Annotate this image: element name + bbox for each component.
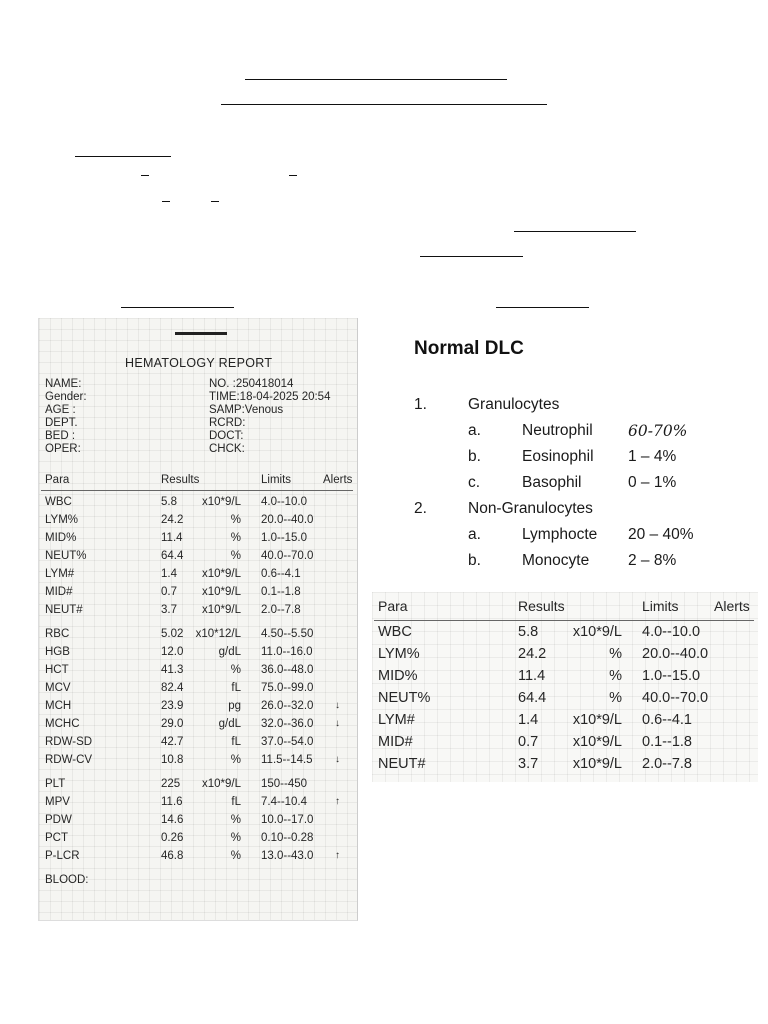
reference-limits: 1.0--15.0 xyxy=(261,532,308,544)
result-value: 64.4 xyxy=(518,690,547,706)
col-header-limits: Limits xyxy=(261,474,292,486)
param-name: LYM% xyxy=(45,514,79,526)
reference-limits: 1.0--15.0 xyxy=(642,668,701,684)
table-row xyxy=(39,718,357,736)
unit: fL xyxy=(231,796,241,808)
table-row xyxy=(39,778,357,796)
reference-limits: 20.0--40.0 xyxy=(261,514,314,526)
normal-dlc-panel xyxy=(398,318,758,569)
unit: fL xyxy=(231,682,241,694)
dlc-item-range: 2 – 8% xyxy=(628,552,677,569)
info-time xyxy=(209,391,330,403)
unit: % xyxy=(609,690,622,706)
unit: pg xyxy=(228,700,241,712)
table-row xyxy=(39,628,357,646)
hematology-report-scan xyxy=(38,318,358,921)
table-row xyxy=(39,586,357,604)
reference-limits: 40.0--70.0 xyxy=(642,690,709,706)
result-value: 12.0 xyxy=(161,646,184,658)
dlc-group-2-name: Non-Granulocytes xyxy=(468,500,593,517)
dlc-item-name: Neutrophil xyxy=(522,422,593,439)
unit: fL xyxy=(231,736,241,748)
param-name: MID% xyxy=(45,532,77,544)
alert-flag: ↓ xyxy=(335,700,340,711)
caption-rule-right xyxy=(496,307,589,308)
unit: x10*9/L xyxy=(201,586,241,598)
unit: % xyxy=(230,664,241,676)
alert-flag: ↓ xyxy=(335,718,340,729)
field-rule-3 xyxy=(420,256,523,257)
reference-limits: 20.0--40.0 xyxy=(642,646,709,662)
dlc-item-range: 20 – 40% xyxy=(628,526,694,543)
table-row xyxy=(39,850,357,868)
reference-limits: 2.0--7.8 xyxy=(261,604,301,616)
param-name: PLT xyxy=(45,778,66,790)
result-value: 41.3 xyxy=(161,664,184,676)
info-samp-value: Venous xyxy=(244,404,284,416)
result-value: 24.2 xyxy=(518,646,547,662)
result-value: 64.4 xyxy=(161,550,184,562)
reference-limits: 0.1--1.8 xyxy=(261,586,301,598)
table-row xyxy=(39,550,357,568)
result-value: 5.02 xyxy=(161,628,184,640)
col-header-para: Para xyxy=(45,474,70,486)
unit: % xyxy=(230,532,241,544)
param-name: NEUT% xyxy=(378,690,431,706)
result-value: 14.6 xyxy=(161,814,184,826)
table-row xyxy=(39,682,357,700)
result-value: 11.4 xyxy=(518,668,546,684)
info-time-value: 18-04-2025 20:54 xyxy=(239,391,331,403)
info-no-value: 250418014 xyxy=(235,378,294,390)
dlc-item-name: Lymphocte xyxy=(522,526,598,543)
reference-limits: 150--450 xyxy=(261,778,308,790)
alert-flag: ↑ xyxy=(335,796,340,807)
unit: x10*9/L xyxy=(201,568,241,580)
param-name: RDW-SD xyxy=(45,736,93,748)
unit: x10*9/L xyxy=(572,624,622,640)
dlc-item-name: Basophil xyxy=(522,474,582,491)
result-value: 3.7 xyxy=(161,604,177,616)
alert-flag: ↑ xyxy=(335,850,340,861)
info-no-label: NO. : xyxy=(209,378,236,390)
result-value: 11.6 xyxy=(161,796,183,808)
info-no xyxy=(209,378,293,390)
zoom-header-para: Para xyxy=(378,598,408,614)
info-label-chck: CHCK: xyxy=(209,443,245,455)
result-value: 0.26 xyxy=(161,832,184,844)
param-name: WBC xyxy=(378,624,412,640)
unit: % xyxy=(230,814,241,826)
info-samp-label: SAMP: xyxy=(209,404,245,416)
reference-limits: 7.4--10.4 xyxy=(261,796,308,808)
unit: % xyxy=(609,646,622,662)
result-value: 82.4 xyxy=(161,682,184,694)
zoom-header-limits: Limits xyxy=(642,598,679,614)
dlc-item-range: 0 – 1% xyxy=(628,474,677,491)
zoomed-results-table xyxy=(372,592,758,782)
table-row xyxy=(39,604,357,622)
result-value: 42.7 xyxy=(161,736,184,748)
dlc-title: Normal DLC xyxy=(414,338,524,359)
unit: % xyxy=(230,832,241,844)
unit: x10*9/L xyxy=(201,496,241,508)
reference-limits: 13.0--43.0 xyxy=(261,850,314,862)
result-value: 1.4 xyxy=(518,712,539,728)
reference-limits: 32.0--36.0 xyxy=(261,718,314,730)
param-name: PCT xyxy=(45,832,68,844)
info-label-age: AGE : xyxy=(45,404,76,416)
table-row xyxy=(39,664,357,682)
zoom-header-divider xyxy=(374,620,754,621)
unit: % xyxy=(230,850,241,862)
reference-limits: 0.1--1.8 xyxy=(642,734,692,750)
unit: x10*9/L xyxy=(572,712,622,728)
info-label-bed: BED : xyxy=(45,430,76,442)
field-tick-2 xyxy=(289,175,297,176)
table-row xyxy=(39,532,357,550)
table-row xyxy=(372,734,758,756)
reference-limits: 4.0--10.0 xyxy=(261,496,308,508)
result-value: 3.7 xyxy=(518,756,539,772)
param-name: HCT xyxy=(45,664,69,676)
alert-flag: ↓ xyxy=(335,754,340,765)
report-title: HEMATOLOGY REPORT xyxy=(125,356,273,370)
table-row xyxy=(39,646,357,664)
reference-limits: 0.6--4.1 xyxy=(261,568,301,580)
dlc-item-letter: a. xyxy=(468,422,481,439)
dlc-item-range-handwritten: 60-70% xyxy=(628,422,688,440)
table-row xyxy=(39,814,357,832)
dlc-item-name: Eosinophil xyxy=(522,448,594,465)
reference-limits: 11.0--16.0 xyxy=(261,646,313,658)
table-row xyxy=(372,756,758,778)
reference-limits: 26.0--32.0 xyxy=(261,700,314,712)
unit: g/dL xyxy=(218,718,241,730)
unit: x10*12/L xyxy=(195,628,241,640)
result-value: 46.8 xyxy=(161,850,184,862)
dlc-item-letter: b. xyxy=(468,552,481,569)
header-divider xyxy=(41,490,353,491)
field-tick-4 xyxy=(211,201,219,202)
result-value: 24.2 xyxy=(161,514,184,526)
reference-limits: 37.0--54.0 xyxy=(261,736,314,748)
unit: % xyxy=(230,754,241,766)
dlc-group-1-name: Granulocytes xyxy=(468,396,560,413)
result-value: 1.4 xyxy=(161,568,177,580)
reference-limits: 4.0--10.0 xyxy=(642,624,701,640)
unit: % xyxy=(230,514,241,526)
unit: x10*9/L xyxy=(572,756,622,772)
table-row xyxy=(372,646,758,668)
table-row xyxy=(39,514,357,532)
param-name: HGB xyxy=(45,646,70,658)
info-label-name: NAME: xyxy=(45,378,82,390)
reference-limits: 0.10--0.28 xyxy=(261,832,314,844)
param-name: LYM% xyxy=(378,646,420,662)
zoom-header-results: Results xyxy=(518,598,565,614)
reference-limits: 11.5--14.5 xyxy=(261,754,313,766)
report-logo-bar xyxy=(175,332,227,335)
col-header-alerts: Alerts xyxy=(323,474,353,486)
param-name: MCHC xyxy=(45,718,80,730)
info-label-dept: DEPT. xyxy=(45,417,78,429)
param-name: MID# xyxy=(378,734,413,750)
table-row xyxy=(39,496,357,514)
info-label-oper: OPER: xyxy=(45,443,81,455)
result-value: 0.7 xyxy=(161,586,177,598)
reference-limits: 75.0--99.0 xyxy=(261,682,314,694)
unit: % xyxy=(609,668,622,684)
table-row xyxy=(39,796,357,814)
table-row xyxy=(39,736,357,754)
param-name: MCH xyxy=(45,700,72,712)
table-row xyxy=(372,712,758,734)
header-rule-2 xyxy=(221,104,547,105)
reference-limits: 4.50--5.50 xyxy=(261,628,314,640)
result-value: 10.8 xyxy=(161,754,184,766)
footer-blood-label: BLOOD: xyxy=(45,874,89,886)
dlc-item-letter: c. xyxy=(468,474,481,491)
result-value: 0.7 xyxy=(518,734,539,750)
col-header-results: Results xyxy=(161,474,200,486)
param-name: MID# xyxy=(45,586,73,598)
unit: x10*9/L xyxy=(201,604,241,616)
reference-limits: 2.0--7.8 xyxy=(642,756,692,772)
param-name: MCV xyxy=(45,682,71,694)
result-value: 29.0 xyxy=(161,718,184,730)
dlc-item-name: Monocyte xyxy=(522,552,590,569)
info-label-doct: DOCT: xyxy=(209,430,244,442)
unit: % xyxy=(230,550,241,562)
field-tick-1 xyxy=(141,175,149,176)
param-name: NEUT% xyxy=(45,550,87,562)
param-name: MID% xyxy=(378,668,418,684)
param-name: NEUT# xyxy=(378,756,426,772)
field-rule-2 xyxy=(514,231,636,232)
table-row xyxy=(39,700,357,718)
table-row xyxy=(39,754,357,772)
info-time-label: TIME: xyxy=(209,391,240,403)
field-rule-1 xyxy=(75,156,171,157)
param-name: P-LCR xyxy=(45,850,80,862)
param-name: RBC xyxy=(45,628,70,640)
table-row xyxy=(372,624,758,646)
param-name: NEUT# xyxy=(45,604,83,616)
info-label-gender: Gender: xyxy=(45,391,87,403)
zoom-header-alerts: Alerts xyxy=(714,598,750,614)
param-name: LYM# xyxy=(378,712,415,728)
table-row xyxy=(372,690,758,712)
table-row xyxy=(39,832,357,850)
param-name: WBC xyxy=(45,496,72,508)
reference-limits: 36.0--48.0 xyxy=(261,664,314,676)
caption-rule-left xyxy=(121,307,234,308)
info-samp xyxy=(209,404,283,416)
result-value: 5.8 xyxy=(518,624,539,640)
header-rule-1 xyxy=(245,79,507,80)
result-value: 11.4 xyxy=(161,532,183,544)
result-value: 225 xyxy=(161,778,181,790)
result-value: 5.8 xyxy=(161,496,177,508)
param-name: MPV xyxy=(45,796,70,808)
reference-limits: 40.0--70.0 xyxy=(261,550,314,562)
table-row xyxy=(39,568,357,586)
reference-limits: 10.0--17.0 xyxy=(261,814,314,826)
unit: x10*9/L xyxy=(572,734,622,750)
dlc-item-letter: b. xyxy=(468,448,481,465)
reference-limits: 0.6--4.1 xyxy=(642,712,692,728)
param-name: PDW xyxy=(45,814,72,826)
info-label-rcrd: RCRD: xyxy=(209,417,246,429)
dlc-item-range: 1 – 4% xyxy=(628,448,677,465)
param-name: RDW-CV xyxy=(45,754,93,766)
result-value: 23.9 xyxy=(161,700,184,712)
dlc-item-letter: a. xyxy=(468,526,481,543)
table-row xyxy=(372,668,758,690)
param-name: LYM# xyxy=(45,568,75,580)
dlc-group-1-number: 1. xyxy=(414,396,427,413)
unit: g/dL xyxy=(218,646,241,658)
dlc-group-2-number: 2. xyxy=(414,500,427,517)
field-tick-3 xyxy=(162,201,170,202)
unit: x10*9/L xyxy=(201,778,241,790)
